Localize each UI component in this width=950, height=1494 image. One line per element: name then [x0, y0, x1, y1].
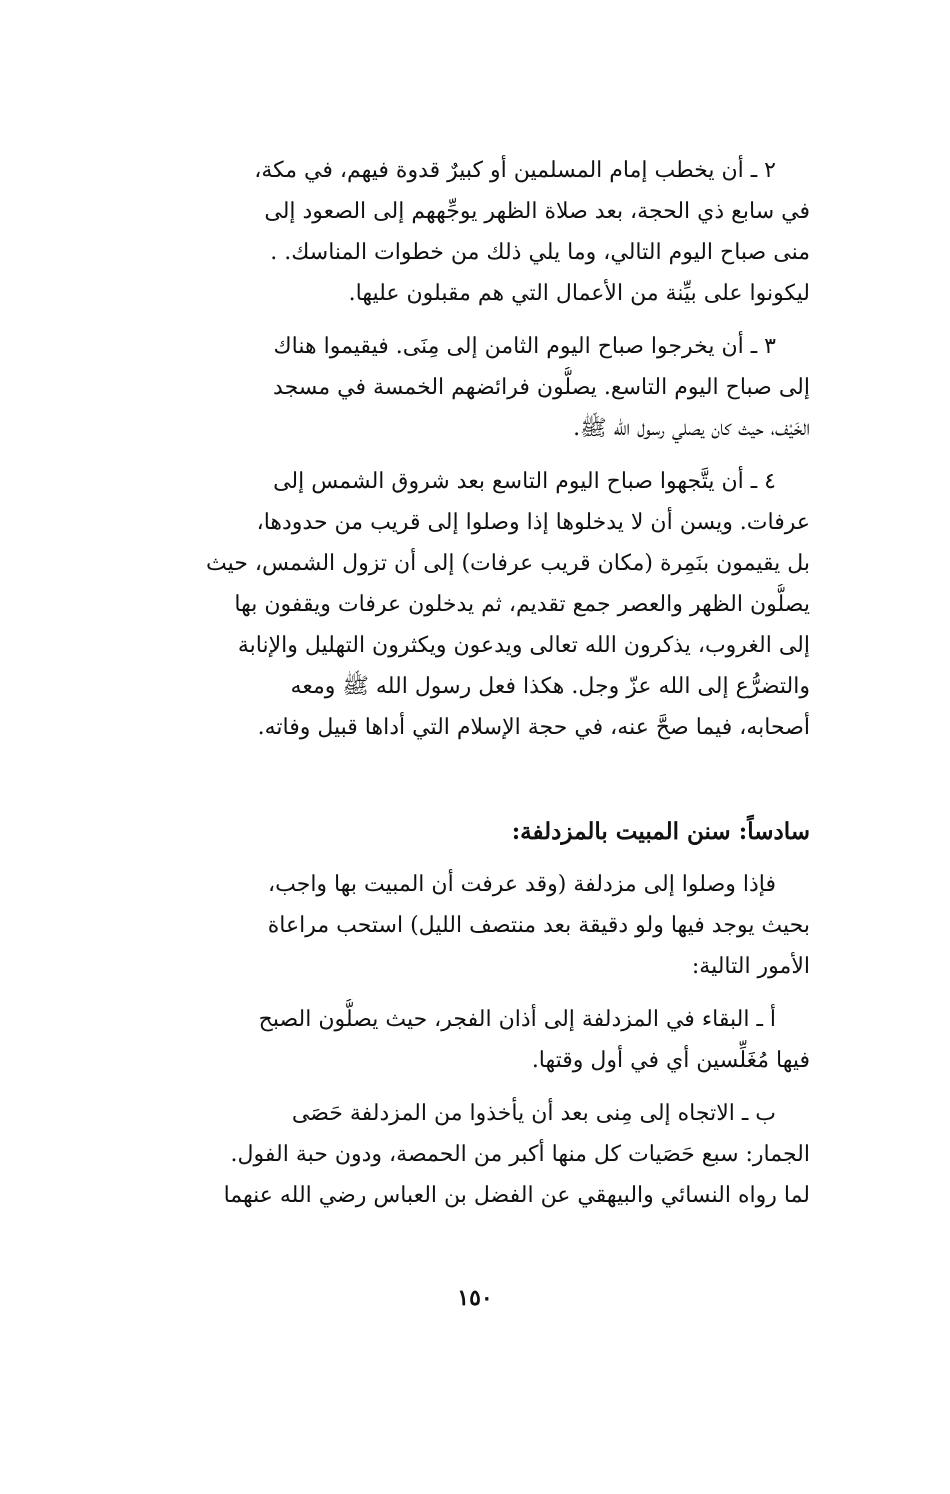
paragraph-item-2 [130, 150, 810, 314]
text-line: الأمور التالية: [691, 954, 810, 979]
paragraph-item-3 [130, 326, 810, 449]
text-line: ب ـ الاتجاه إلى مِنى بعد أن يأخذوا من المزدلفة حَصَى [291, 1101, 776, 1126]
text-line: يصلُّون الظهر والعصر جمع تقديم، ثم يدخلون عرفات ويقفون بها [234, 592, 810, 617]
text-line: منى صباح اليوم التالي، وما يلي ذلك من خطوات المناسك. . [270, 240, 810, 265]
text-line: الجمار: سبع حَصَيات كل منها أكبر من الحمصة، ودون حبة الفول. [230, 1142, 810, 1167]
section-intro-paragraph [130, 864, 810, 987]
text-line: فيها مُغَلِّسين أي في أول وقتها. [531, 1048, 810, 1073]
text-line: بل يقيمون بنَمِرة (مكان قريب عرفات) إلى أن تزول الشمس، حيث [206, 551, 810, 576]
page-body [130, 150, 810, 1228]
section-item-a [130, 999, 810, 1081]
text-line: إلى صباح اليوم التاسع. يصلُّون فرائضهم الخمسة في مسجد [273, 375, 810, 400]
text-line: في سابع ذي الحجة، بعد صلاة الظهر يوجِّههم إلى الصعود إلى [264, 199, 810, 224]
section-item-b [130, 1093, 810, 1216]
text-line: أ ـ البقاء في المزدلفة إلى أذان الفجر، حيث يصلُّون الصبح [258, 1007, 776, 1032]
text-line: والتضرُّع إلى الله عزّ وجل. هكذا فعل رسول الله ﷺ ومعه [290, 674, 810, 699]
text-line: ٢ ـ أن يخطب إمام المسلمين أو كبيرٌ قدوة فيهم، في مكة، [254, 158, 776, 183]
text-line: عرفات. ويسن أن لا يدخلوها إذا وصلوا إلى قريب من حدودها، [256, 510, 810, 535]
page-number: ١٥٠ [457, 1285, 493, 1311]
text-line: ليكونوا على بيِّنة من الأعمال التي هم مقبلون عليها. [348, 281, 810, 306]
text-line: إلى الغروب، يذكرون الله تعالى ويدعون ويكثرون التهليل والإنابة [237, 633, 810, 658]
section-heading: سادساً: سنن المبيت بالمزدلفة: [511, 818, 810, 845]
text-line: أصحابه، فيما صحَّ عنه، في حجة الإسلام التي أداها قبيل وفاته. [257, 715, 810, 740]
text-line: ٣ ـ أن يخرجوا صباح اليوم الثامن إلى مِنَى. فيقيموا هناك [273, 334, 776, 359]
text-line: ٤ ـ أن يتَّجهوا صباح اليوم التاسع بعد شروق الشمس إلى [273, 469, 776, 494]
text-line: بحيث يوجد فيها ولو دقيقة بعد منتصف الليل) استحب مراعاة [267, 913, 810, 938]
text-line: فإذا وصلوا إلى مزدلفة (وقد عرفت أن المبيت بها واجب، [268, 872, 776, 897]
text-line: الخَيْف، حيث كان يصلي رسول الله ﷺ. [573, 416, 810, 441]
text-line: لما رواه النسائي والبيهقي عن الفضل بن العباس رضي الله عنهما [223, 1183, 810, 1208]
paragraph-item-4 [130, 461, 810, 748]
